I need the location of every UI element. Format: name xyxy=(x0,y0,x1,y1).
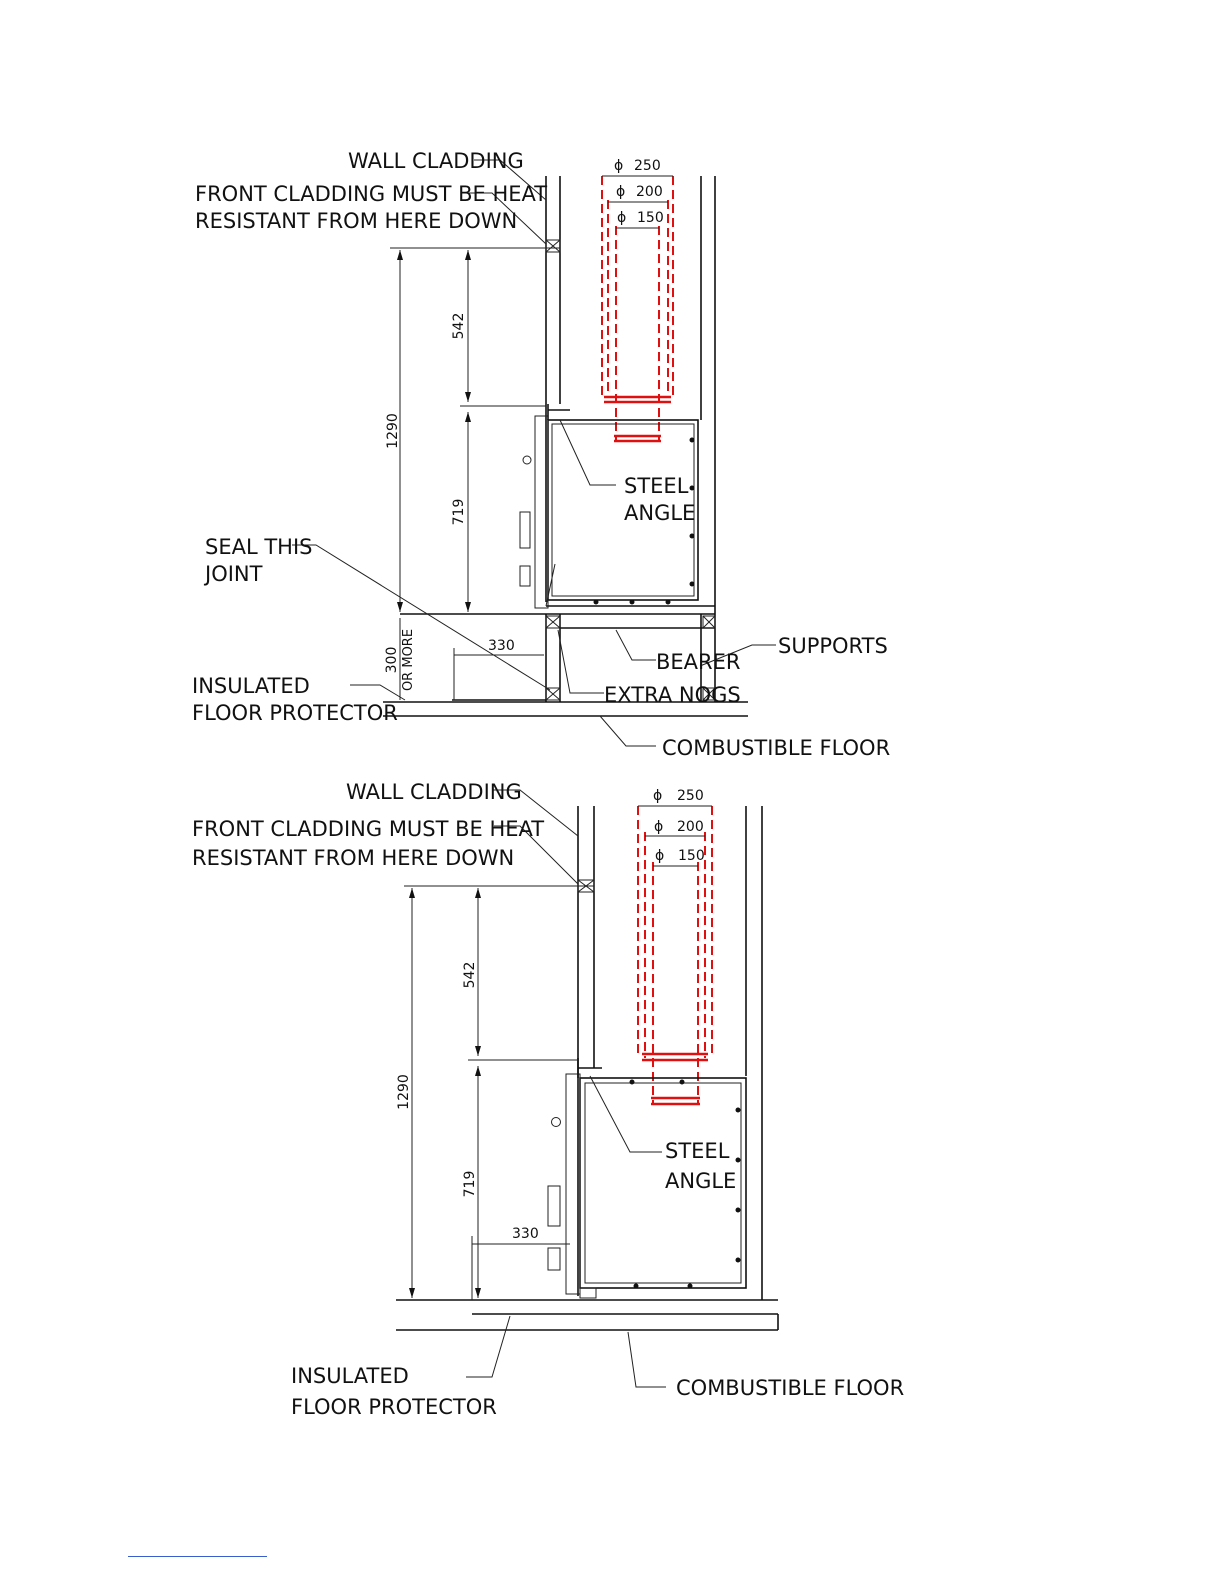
flue-dia-200: 200 xyxy=(636,184,663,200)
flue-b-dia-symbol-3: ϕ xyxy=(655,848,665,864)
flue-dia-250: 250 xyxy=(634,158,661,174)
figure-top xyxy=(192,149,890,760)
label-top-steel: STEEL xyxy=(624,474,689,498)
dim-bottom-542: 542 xyxy=(462,961,478,989)
label-top-extra-nogs: EXTRA NOGS xyxy=(604,683,741,707)
label-bottom-steel: STEEL xyxy=(665,1139,730,1163)
dim-bottom-1290: 1290 xyxy=(396,1074,412,1110)
flue-b-dia-200: 200 xyxy=(677,819,704,835)
label-top-front-cladding-1: FRONT CLADDING MUST BE HEAT xyxy=(195,182,548,206)
label-bottom-insulated: INSULATED xyxy=(291,1364,409,1388)
label-top-bearer: BEARER xyxy=(656,650,741,674)
footnote-rule xyxy=(128,1556,267,1557)
flue-b-dia-250: 250 xyxy=(677,788,704,804)
wall-frame xyxy=(546,176,715,702)
label-top-joint: JOINT xyxy=(205,562,263,586)
label-top-front-cladding-2: RESISTANT FROM HERE DOWN xyxy=(195,209,518,233)
label-top-supports: SUPPORTS xyxy=(778,634,888,658)
dim-top-719: 719 xyxy=(451,498,467,526)
dim-top-542: 542 xyxy=(451,312,467,340)
dim-top-330: 330 xyxy=(488,638,515,654)
label-top-wall-cladding: WALL CLADDING xyxy=(348,149,524,173)
flue-dia-symbol-1: ϕ xyxy=(614,158,624,174)
label-top-seal-this: SEAL THIS xyxy=(205,535,313,559)
dim-bottom-719: 719 xyxy=(462,1170,478,1198)
dim-top-or-more: OR MORE xyxy=(401,628,416,692)
label-top-insulated: INSULATED xyxy=(192,674,310,698)
label-bottom-angle: ANGLE xyxy=(665,1169,737,1193)
label-top-angle: ANGLE xyxy=(624,501,696,525)
label-top-combustible-floor: COMBUSTIBLE FLOOR xyxy=(662,736,891,760)
dim-top-1290: 1290 xyxy=(385,413,401,449)
flue-b-dia-symbol-2: ϕ xyxy=(654,819,664,835)
label-bottom-floor-protector: FLOOR PROTECTOR xyxy=(291,1395,497,1419)
floor-bottom xyxy=(396,1300,778,1330)
flue-dia-symbol-3: ϕ xyxy=(617,210,627,226)
label-top-floor-protector: FLOOR PROTECTOR xyxy=(192,701,398,725)
label-bottom-combustible-floor: COMBUSTIBLE FLOOR xyxy=(676,1376,905,1400)
flue-dia-150: 150 xyxy=(637,210,664,226)
flue-dia-symbol-2: ϕ xyxy=(616,184,626,200)
dim-top-300: 300 xyxy=(384,646,400,674)
figure-bottom xyxy=(192,780,904,1419)
label-bottom-front-cladding-2: RESISTANT FROM HERE DOWN xyxy=(192,846,515,870)
label-bottom-wall-cladding: WALL CLADDING xyxy=(346,780,522,804)
flue-b-dia-150: 150 xyxy=(678,848,705,864)
flue-b-dia-symbol-1: ϕ xyxy=(653,788,663,804)
label-bottom-front-cladding-1: FRONT CLADDING MUST BE HEAT xyxy=(192,817,545,841)
dim-bottom-330: 330 xyxy=(512,1226,539,1242)
